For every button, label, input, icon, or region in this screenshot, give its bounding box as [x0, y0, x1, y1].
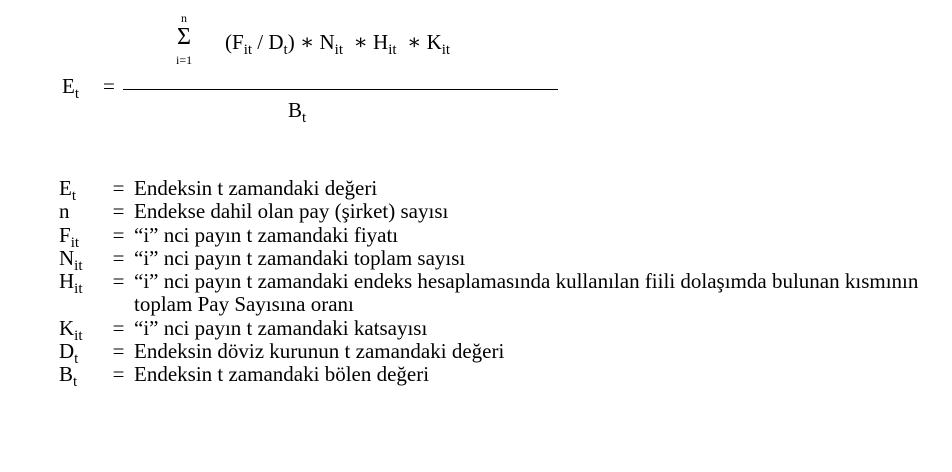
formula-numerator	[225, 30, 451, 58]
num-n-base: N	[319, 30, 335, 54]
definition-text: “i” nci payın t zamandaki endeks hesaplamasında kullanılan fiili dolaşımda bulunan kısmının toplam Pay Sayısına oranı	[134, 269, 919, 317]
definition-row	[59, 245, 939, 274]
formula-denominator	[288, 98, 307, 126]
symbol-sub: it	[74, 327, 83, 344]
index-formula	[0, 0, 952, 140]
symbol-base: E	[59, 176, 72, 200]
definition-equals: =	[112, 315, 125, 340]
symbol-base: H	[59, 269, 75, 294]
definition-row	[59, 200, 939, 223]
num-slash: /	[257, 30, 264, 54]
definition-equals: =	[112, 339, 125, 364]
num-op-2: ∗	[353, 30, 368, 54]
formula-lhs	[62, 74, 79, 102]
definition-equals: =	[112, 199, 125, 224]
definition-symbol	[59, 176, 103, 204]
definition-symbol	[59, 269, 103, 298]
definition-row	[59, 339, 939, 368]
symbol-sub: t	[71, 188, 76, 204]
definition-equals: =	[112, 245, 125, 270]
definition-equals: =	[112, 269, 125, 294]
paren-close: )	[287, 30, 295, 54]
definition-symbol	[59, 200, 103, 223]
definition-row	[59, 270, 939, 317]
definition-equals: =	[112, 222, 125, 247]
definition-text: Endeksin t zamandaki değeri	[134, 176, 378, 200]
sum-symbol: Σ	[177, 24, 191, 50]
definition-row	[59, 222, 939, 251]
num-f-sub: it	[243, 42, 253, 58]
definition-text: “i” nci payın t zamandaki katsayısı	[134, 315, 428, 340]
definition-row	[59, 362, 939, 391]
symbol-base: K	[59, 315, 75, 340]
definition-text: Endekse dahil olan pay (şirket) sayısı	[134, 199, 449, 224]
symbol-base: B	[59, 362, 74, 387]
num-op-1: ∗	[299, 30, 315, 54]
symbol-base: F	[59, 222, 71, 247]
num-op-3: ∗	[407, 30, 422, 54]
definition-symbol	[59, 362, 103, 391]
definition-text: “i” nci payın t zamandaki fiyatı	[134, 222, 399, 247]
num-k-sub: it	[441, 42, 451, 58]
definition-text: Endeksin döviz kurunun t zamandaki değeri	[134, 339, 505, 364]
symbol-sub: t	[73, 374, 78, 391]
definition-symbol	[59, 339, 103, 368]
symbol-sub: t	[74, 351, 79, 368]
symbol-base: D	[59, 339, 75, 364]
definition-equals: =	[112, 362, 125, 387]
num-h-sub: it	[388, 42, 397, 58]
symbol-sub: it	[74, 257, 83, 274]
definition-row	[59, 176, 939, 204]
fraction-bar	[123, 89, 558, 90]
definition-row	[59, 315, 939, 344]
symbol-sub: it	[74, 281, 83, 298]
symbol-base: N	[59, 245, 75, 270]
den-base: B	[288, 98, 303, 122]
formula-equals: =	[103, 74, 115, 98]
num-n-sub: it	[334, 42, 344, 58]
num-h-base: H	[373, 30, 389, 54]
num-f-base: F	[232, 30, 244, 54]
symbol-base: n	[59, 199, 70, 224]
lhs-sub: t	[74, 86, 79, 102]
definition-equals: =	[112, 176, 125, 200]
definition-text: Endeksin t zamandaki bölen değeri	[134, 362, 430, 387]
symbol-sub: it	[70, 234, 80, 251]
definition-symbol	[59, 245, 103, 274]
definition-symbol	[59, 315, 103, 344]
sum-upper-limit: n	[181, 11, 187, 25]
lhs-base: E	[62, 74, 75, 98]
num-k-base: K	[426, 30, 442, 54]
definition-symbol	[59, 222, 103, 251]
paren-open: (	[225, 30, 232, 54]
den-sub: t	[302, 110, 307, 126]
sum-lower-limit: i=1	[176, 53, 193, 67]
num-d-base: D	[268, 30, 284, 54]
num-d-sub: t	[283, 42, 288, 58]
variable-definitions	[59, 176, 939, 391]
definition-text: “i” nci payın t zamandaki toplam sayısı	[134, 245, 466, 270]
